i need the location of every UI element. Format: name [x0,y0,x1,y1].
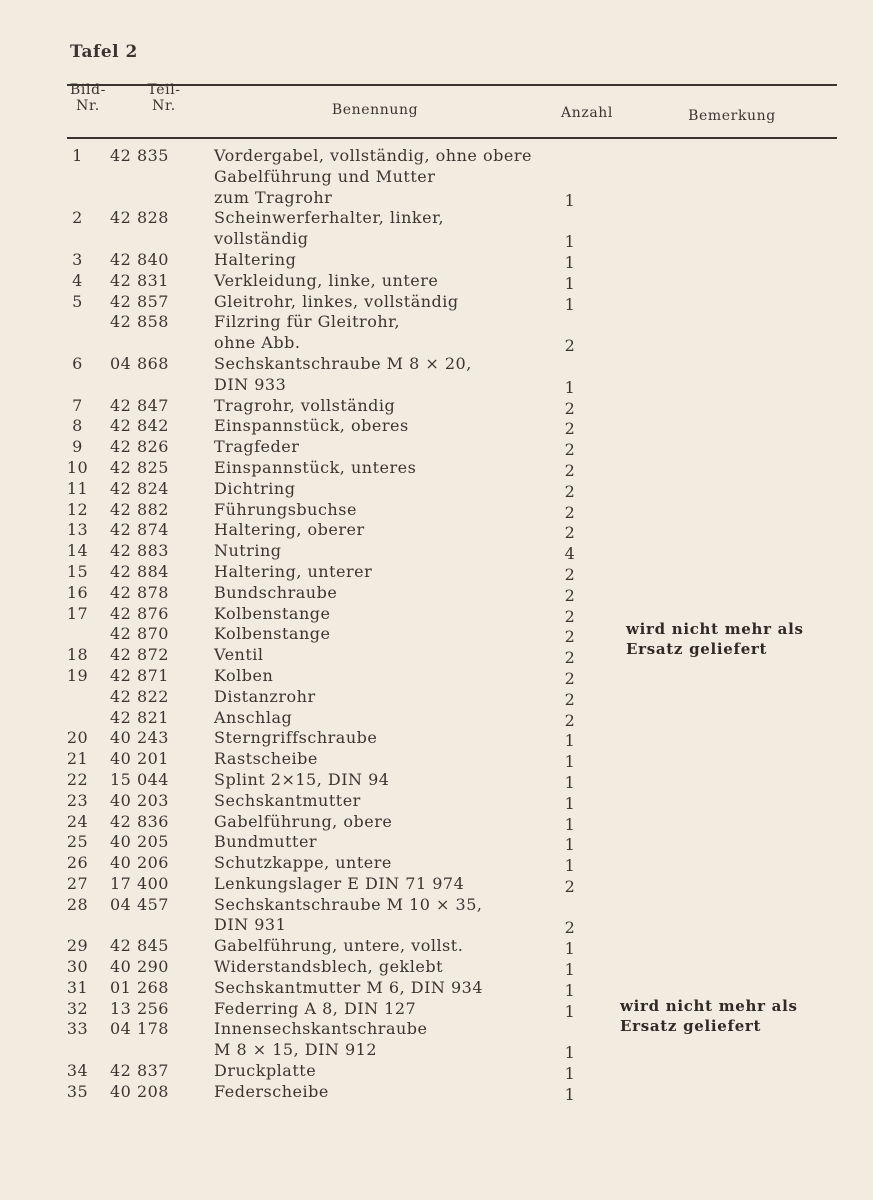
benennung-cell [214,999,416,1020]
teil-nr-cell: 01 268 [110,977,169,997]
header-teil-nr-label: Nr. [152,98,176,114]
bild-nr-cell: 21 [66,749,89,769]
benennung-line: Gabelführung und Mutter [214,166,436,186]
benennung-cell [214,312,400,354]
table-row [0,458,873,479]
bild-nr-cell: 30 [66,957,89,977]
bild-nr-cell: 18 [66,645,89,665]
remark-block [626,619,804,659]
benennung-line: Druckplatte [214,1061,317,1081]
benennung-line: Haltering, oberer [214,520,365,540]
table-row [0,728,873,749]
benennung-line: ohne Abb. [214,333,301,353]
header-bild-label: Bild- [70,82,106,98]
benennung-line: zum Tragrohr [214,187,333,207]
bild-nr-cell: 13 [66,520,89,540]
benennung-cell [214,812,392,833]
anzahl-cell: 1 [564,273,576,293]
teil-nr-cell: 42 835 [110,146,169,165]
bild-nr-cell: 31 [66,977,89,997]
benennung-line: Scheinwerferhalter, linker, [214,208,445,228]
bild-nr-cell: 10 [66,457,89,477]
anzahl-cell: 1 [564,1084,576,1104]
bild-nr-cell: 7 [72,395,83,415]
benennung-line: Kolbenstange [214,603,331,623]
benennung-cell [214,208,444,250]
benennung-cell [214,791,361,812]
bild-nr-cell: 34 [66,1061,89,1081]
bild-nr-cell: 35 [66,1081,89,1101]
teil-nr-cell: 42 837 [110,1061,169,1081]
benennung-line: Ventil [214,645,264,665]
teil-nr-cell: 40 201 [110,749,169,769]
benennung-cell [214,874,464,895]
teil-nr-cell: 42 826 [110,437,169,457]
anzahl-cell: 2 [564,918,576,938]
header-teil-nr [134,82,194,114]
bild-nr-cell: 25 [66,832,89,852]
anzahl-cell: 2 [564,606,576,626]
bild-nr-cell: 12 [66,499,89,519]
benennung-line: Filzring für Gleitrohr, [214,312,401,332]
anzahl-cell: 1 [564,1043,576,1063]
benennung-cell [214,604,330,625]
benennung-line: vollständig [214,229,309,249]
teil-nr-cell: 40 208 [110,1081,169,1101]
benennung-line: Federscheibe [214,1081,329,1101]
teil-nr-cell: 17 400 [110,873,169,893]
benennung-cell [214,1082,329,1103]
table-row [0,271,873,292]
bild-nr-cell: 3 [72,249,83,269]
benennung-cell [214,728,377,749]
benennung-line: Schutzkappe, untere [214,853,392,873]
teil-nr-cell: 40 290 [110,957,169,977]
anzahl-cell: 1 [564,939,576,959]
table-row [0,749,873,770]
benennung-line: Anschlag [214,707,293,727]
bild-nr-cell: 1 [72,146,83,165]
teil-nr-cell: 13 256 [110,998,169,1018]
anzahl-cell: 2 [564,440,576,460]
teil-nr-cell: 42 876 [110,603,169,623]
benennung-line: Verkleidung, linke, untere [214,270,439,290]
table-row [0,770,873,791]
benennung-line: Tragfeder [214,437,300,457]
table-row [0,812,873,833]
benennung-cell [214,624,330,645]
bild-nr-cell: 32 [66,998,89,1018]
bild-nr-cell: 23 [66,790,89,810]
benennung-line: Rastscheibe [214,749,318,769]
table-row [0,562,873,583]
header-bild-nr-label: Nr. [76,98,100,114]
benennung-cell [214,458,416,479]
benennung-line: Innensechskantschraube [214,1019,428,1039]
anzahl-cell: 2 [564,523,576,543]
benennung-line: Gabelführung, untere, vollst. [214,936,464,956]
bild-nr-cell: 5 [72,291,83,311]
bild-nr-cell: 33 [66,1019,89,1039]
table-row [0,146,873,208]
teil-nr-cell: 42 824 [110,478,169,498]
bild-nr-cell: 8 [72,416,83,436]
anzahl-cell: 2 [564,710,576,730]
teil-nr-cell: 04 178 [110,1019,169,1039]
benennung-line: Sechskantschraube M 10 × 35, [214,894,483,914]
anzahl-cell: 2 [564,481,576,501]
benennung-cell [214,562,372,583]
table-row [0,354,873,396]
teil-nr-cell: 42 871 [110,665,169,685]
teil-nr-cell: 40 203 [110,790,169,810]
benennung-line: M 8 × 15, DIN 912 [214,1040,378,1060]
benennung-cell [214,541,282,562]
anzahl-cell: 2 [564,564,576,584]
bild-nr-cell: 14 [66,541,89,561]
anzahl-cell: 2 [564,460,576,480]
benennung-cell [214,292,459,313]
teil-nr-cell: 42 872 [110,645,169,665]
anzahl-cell: 2 [564,648,576,668]
anzahl-cell: 1 [564,980,576,1000]
teil-nr-cell: 42 884 [110,561,169,581]
bild-nr-cell: 26 [66,853,89,873]
benennung-cell [214,895,483,937]
table-row [0,957,873,978]
benennung-cell [214,853,392,874]
anzahl-cell: 1 [564,772,576,792]
benennung-line: DIN 933 [214,374,287,394]
benennung-line: Sechskantmutter M 6, DIN 934 [214,977,484,997]
benennung-line: Bundmutter [214,832,318,852]
benennung-cell [214,1061,316,1082]
bild-nr-cell: 6 [72,353,83,373]
table-row [0,666,873,687]
benennung-cell [214,708,292,729]
benennung-line: Haltering [214,249,297,269]
benennung-cell [214,583,337,604]
benennung-cell [214,146,532,208]
anzahl-cell: 1 [564,1064,576,1084]
benennung-line: Gabelführung, obere [214,811,393,831]
remark-line: wird nicht mehr als [626,620,804,638]
anzahl-cell: 1 [564,232,576,252]
benennung-cell [214,520,365,541]
anzahl-cell: 1 [564,294,576,314]
teil-nr-cell: 42 882 [110,499,169,519]
page-title: Tafel 2 [70,42,138,62]
header-bottom-rule [67,137,837,139]
benennung-line: Distanzrohr [214,686,316,706]
benennung-cell [214,416,409,437]
bild-nr-cell: 24 [66,811,89,831]
anzahl-cell: 2 [564,689,576,709]
benennung-line: Nutring [214,541,282,561]
benennung-line: Haltering, unterer [214,561,373,581]
table-row [0,832,873,853]
benennung-cell [214,500,357,521]
teil-nr-cell: 04 457 [110,894,169,914]
table-row [0,250,873,271]
header-teil-label: Teil- [147,82,181,98]
table-row [0,874,873,895]
table-row [0,292,873,313]
bild-nr-cell: 20 [66,728,89,748]
header-benennung: Benennung [331,102,419,118]
benennung-cell [214,666,273,687]
bild-nr-cell: 11 [66,478,89,498]
teil-nr-cell: 42 847 [110,395,169,415]
teil-nr-cell: 42 842 [110,416,169,436]
benennung-line: Vordergabel, vollständig, ohne obere [214,146,532,165]
anzahl-cell: 2 [564,502,576,522]
bild-nr-cell: 19 [66,665,89,685]
anzahl-cell: 1 [564,1001,576,1021]
table-row [0,479,873,500]
benennung-cell [214,1019,428,1061]
teil-nr-cell: 42 821 [110,707,169,727]
table-row [0,416,873,437]
teil-nr-cell: 42 825 [110,457,169,477]
header-anzahl: Anzahl [561,105,613,121]
benennung-line: Kolben [214,665,274,685]
teil-nr-cell: 40 243 [110,728,169,748]
bild-nr-cell: 4 [72,270,83,290]
table-row [0,687,873,708]
remark-line: wird nicht mehr als [620,997,798,1015]
benennung-line: Einspannstück, unteres [214,457,417,477]
anzahl-cell: 1 [564,835,576,855]
bild-nr-cell: 9 [72,437,83,457]
benennung-cell [214,250,296,271]
benennung-cell [214,936,463,957]
benennung-cell [214,437,299,458]
bild-nr-cell: 2 [72,208,83,228]
anzahl-cell: 2 [564,398,576,418]
anzahl-cell: 2 [564,627,576,647]
benennung-line: Gleitrohr, linkes, vollständig [214,291,459,311]
teil-nr-cell: 42 822 [110,686,169,706]
table-row [0,500,873,521]
benennung-line: Kolbenstange [214,624,331,644]
header-bild-nr [60,82,116,114]
table-row [0,1082,873,1103]
table-row [0,208,873,250]
benennung-line: Dichtring [214,478,296,498]
table-row [0,895,873,937]
benennung-cell [214,645,264,666]
benennung-line: DIN 931 [214,915,287,935]
anzahl-cell: 1 [564,814,576,834]
anzahl-cell: 1 [564,793,576,813]
bild-nr-cell: 29 [66,936,89,956]
anzahl-cell: 2 [564,419,576,439]
benennung-line: Sterngriffschraube [214,728,378,748]
anzahl-cell: 1 [564,190,576,210]
remark-line: Ersatz geliefert [620,1017,762,1035]
teil-nr-cell: 42 878 [110,582,169,602]
benennung-line: Bundschraube [214,582,338,602]
benennung-line: Federring A 8, DIN 127 [214,998,417,1018]
benennung-line: Einspannstück, oberes [214,416,409,436]
teil-nr-cell: 42 870 [110,624,169,644]
teil-nr-cell: 42 874 [110,520,169,540]
teil-nr-cell: 42 858 [110,312,169,332]
benennung-cell [214,396,395,417]
teil-nr-cell: 04 868 [110,353,169,373]
bild-nr-cell: 22 [66,769,89,789]
table-row [0,791,873,812]
table-row [0,708,873,729]
table-row [0,936,873,957]
anzahl-cell: 2 [564,668,576,688]
teil-nr-cell: 42 857 [110,291,169,311]
teil-nr-cell: 40 205 [110,832,169,852]
benennung-line: Lenkungslager E DIN 71 974 [214,873,465,893]
table-row [0,583,873,604]
teil-nr-cell: 42 831 [110,270,169,290]
benennung-cell [214,687,316,708]
teil-nr-cell: 40 206 [110,853,169,873]
benennung-cell [214,957,443,978]
teil-nr-cell: 42 840 [110,249,169,269]
table-row [0,396,873,417]
benennung-line: Führungsbuchse [214,499,357,519]
teil-nr-cell: 42 845 [110,936,169,956]
anzahl-cell: 1 [564,377,576,397]
benennung-line: Tragrohr, vollständig [214,395,396,415]
table-row [0,312,873,354]
anzahl-cell: 1 [564,752,576,772]
anzahl-cell: 4 [564,544,576,564]
benennung-cell [214,978,483,999]
benennung-cell [214,770,389,791]
bild-nr-cell: 28 [66,894,89,914]
benennung-cell [214,271,438,292]
remark-block [620,996,798,1036]
table-row [0,853,873,874]
benennung-cell [214,749,318,770]
teil-nr-cell: 42 828 [110,208,169,228]
benennung-line: Widerstandsblech, geklebt [214,957,444,977]
teil-nr-cell: 42 836 [110,811,169,831]
anzahl-cell: 1 [564,252,576,272]
table-row [0,437,873,458]
table-row [0,520,873,541]
benennung-line: Splint 2×15, DIN 94 [214,769,390,789]
benennung-cell [214,832,317,853]
benennung-cell [214,354,472,396]
remark-line: Ersatz geliefert [626,640,768,658]
table-row [0,1061,873,1082]
anzahl-cell: 1 [564,731,576,751]
anzahl-cell: 2 [564,876,576,896]
header-bemerkung: Bemerkung [688,108,776,124]
benennung-line: Sechskantschraube M 8 × 20, [214,353,472,373]
bild-nr-cell: 15 [66,561,89,581]
teil-nr-cell: 42 883 [110,541,169,561]
bild-nr-cell: 27 [66,873,89,893]
table-row [0,541,873,562]
teil-nr-cell: 15 044 [110,769,169,789]
bild-nr-cell: 16 [66,582,89,602]
anzahl-cell: 2 [564,336,576,356]
benennung-line: Sechskantmutter [214,790,361,810]
benennung-cell [214,479,295,500]
anzahl-cell: 1 [564,960,576,980]
bild-nr-cell: 17 [66,603,89,623]
anzahl-cell: 1 [564,856,576,876]
anzahl-cell: 2 [564,585,576,605]
